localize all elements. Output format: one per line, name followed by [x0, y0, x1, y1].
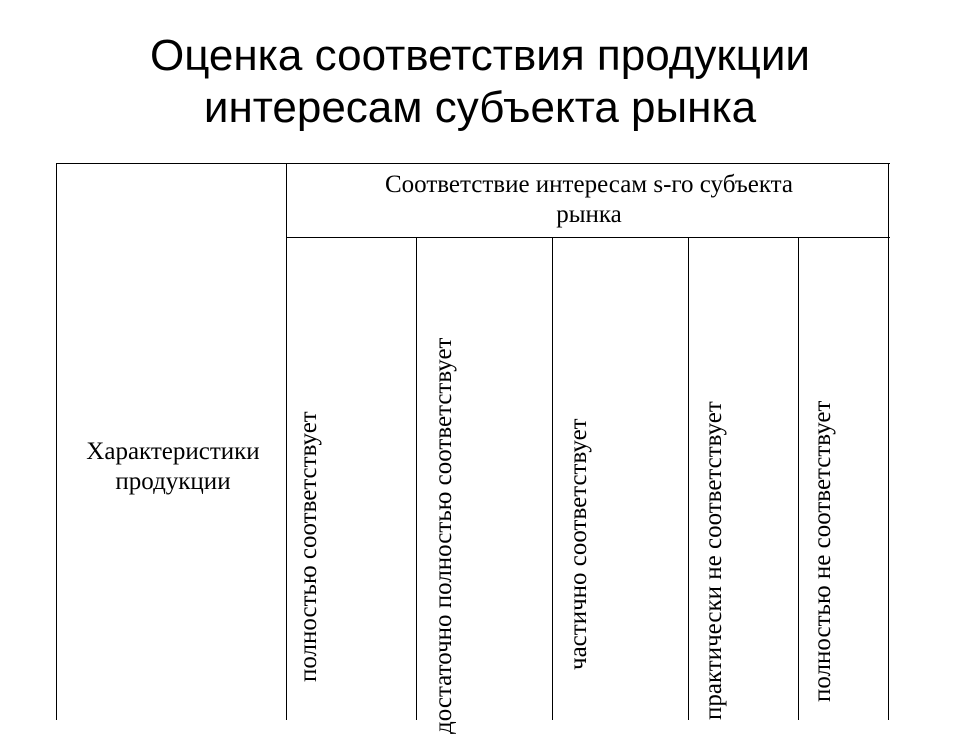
column-header-fully-matches: полностью соответствует [295, 411, 322, 682]
group-header-line-2: рынка [556, 201, 622, 228]
group-header-line-1: Соответствие интересам s-го субъекта [384, 171, 793, 198]
row-header [58, 437, 288, 497]
column-divider-1 [416, 237, 417, 720]
group-header-divider [286, 237, 890, 238]
column-header-sufficiently-fully-matches: достаточно полностью соответствует [430, 337, 457, 734]
column-header-partially-matches: частично соответствует [565, 418, 592, 670]
group-header [290, 170, 888, 230]
table-left-border [56, 163, 57, 720]
column-divider-4 [798, 237, 799, 720]
column-divider-2 [552, 237, 553, 720]
table-right-border [888, 163, 889, 720]
table-top-border [56, 163, 890, 164]
slide-title-line-2: интересам субъекта рынка [203, 83, 757, 132]
slide-title-line-1: Оценка соответствия продукции [149, 31, 811, 80]
row-header-line-2: продукции [115, 468, 231, 495]
column-header-fully-does-not-match: полностью не соответствует [809, 400, 836, 702]
row-header-line-1: Характеристики [86, 438, 260, 465]
column-header-practically-does-not-match: практически не соответствует [700, 401, 727, 720]
column-divider-3 [688, 237, 689, 720]
